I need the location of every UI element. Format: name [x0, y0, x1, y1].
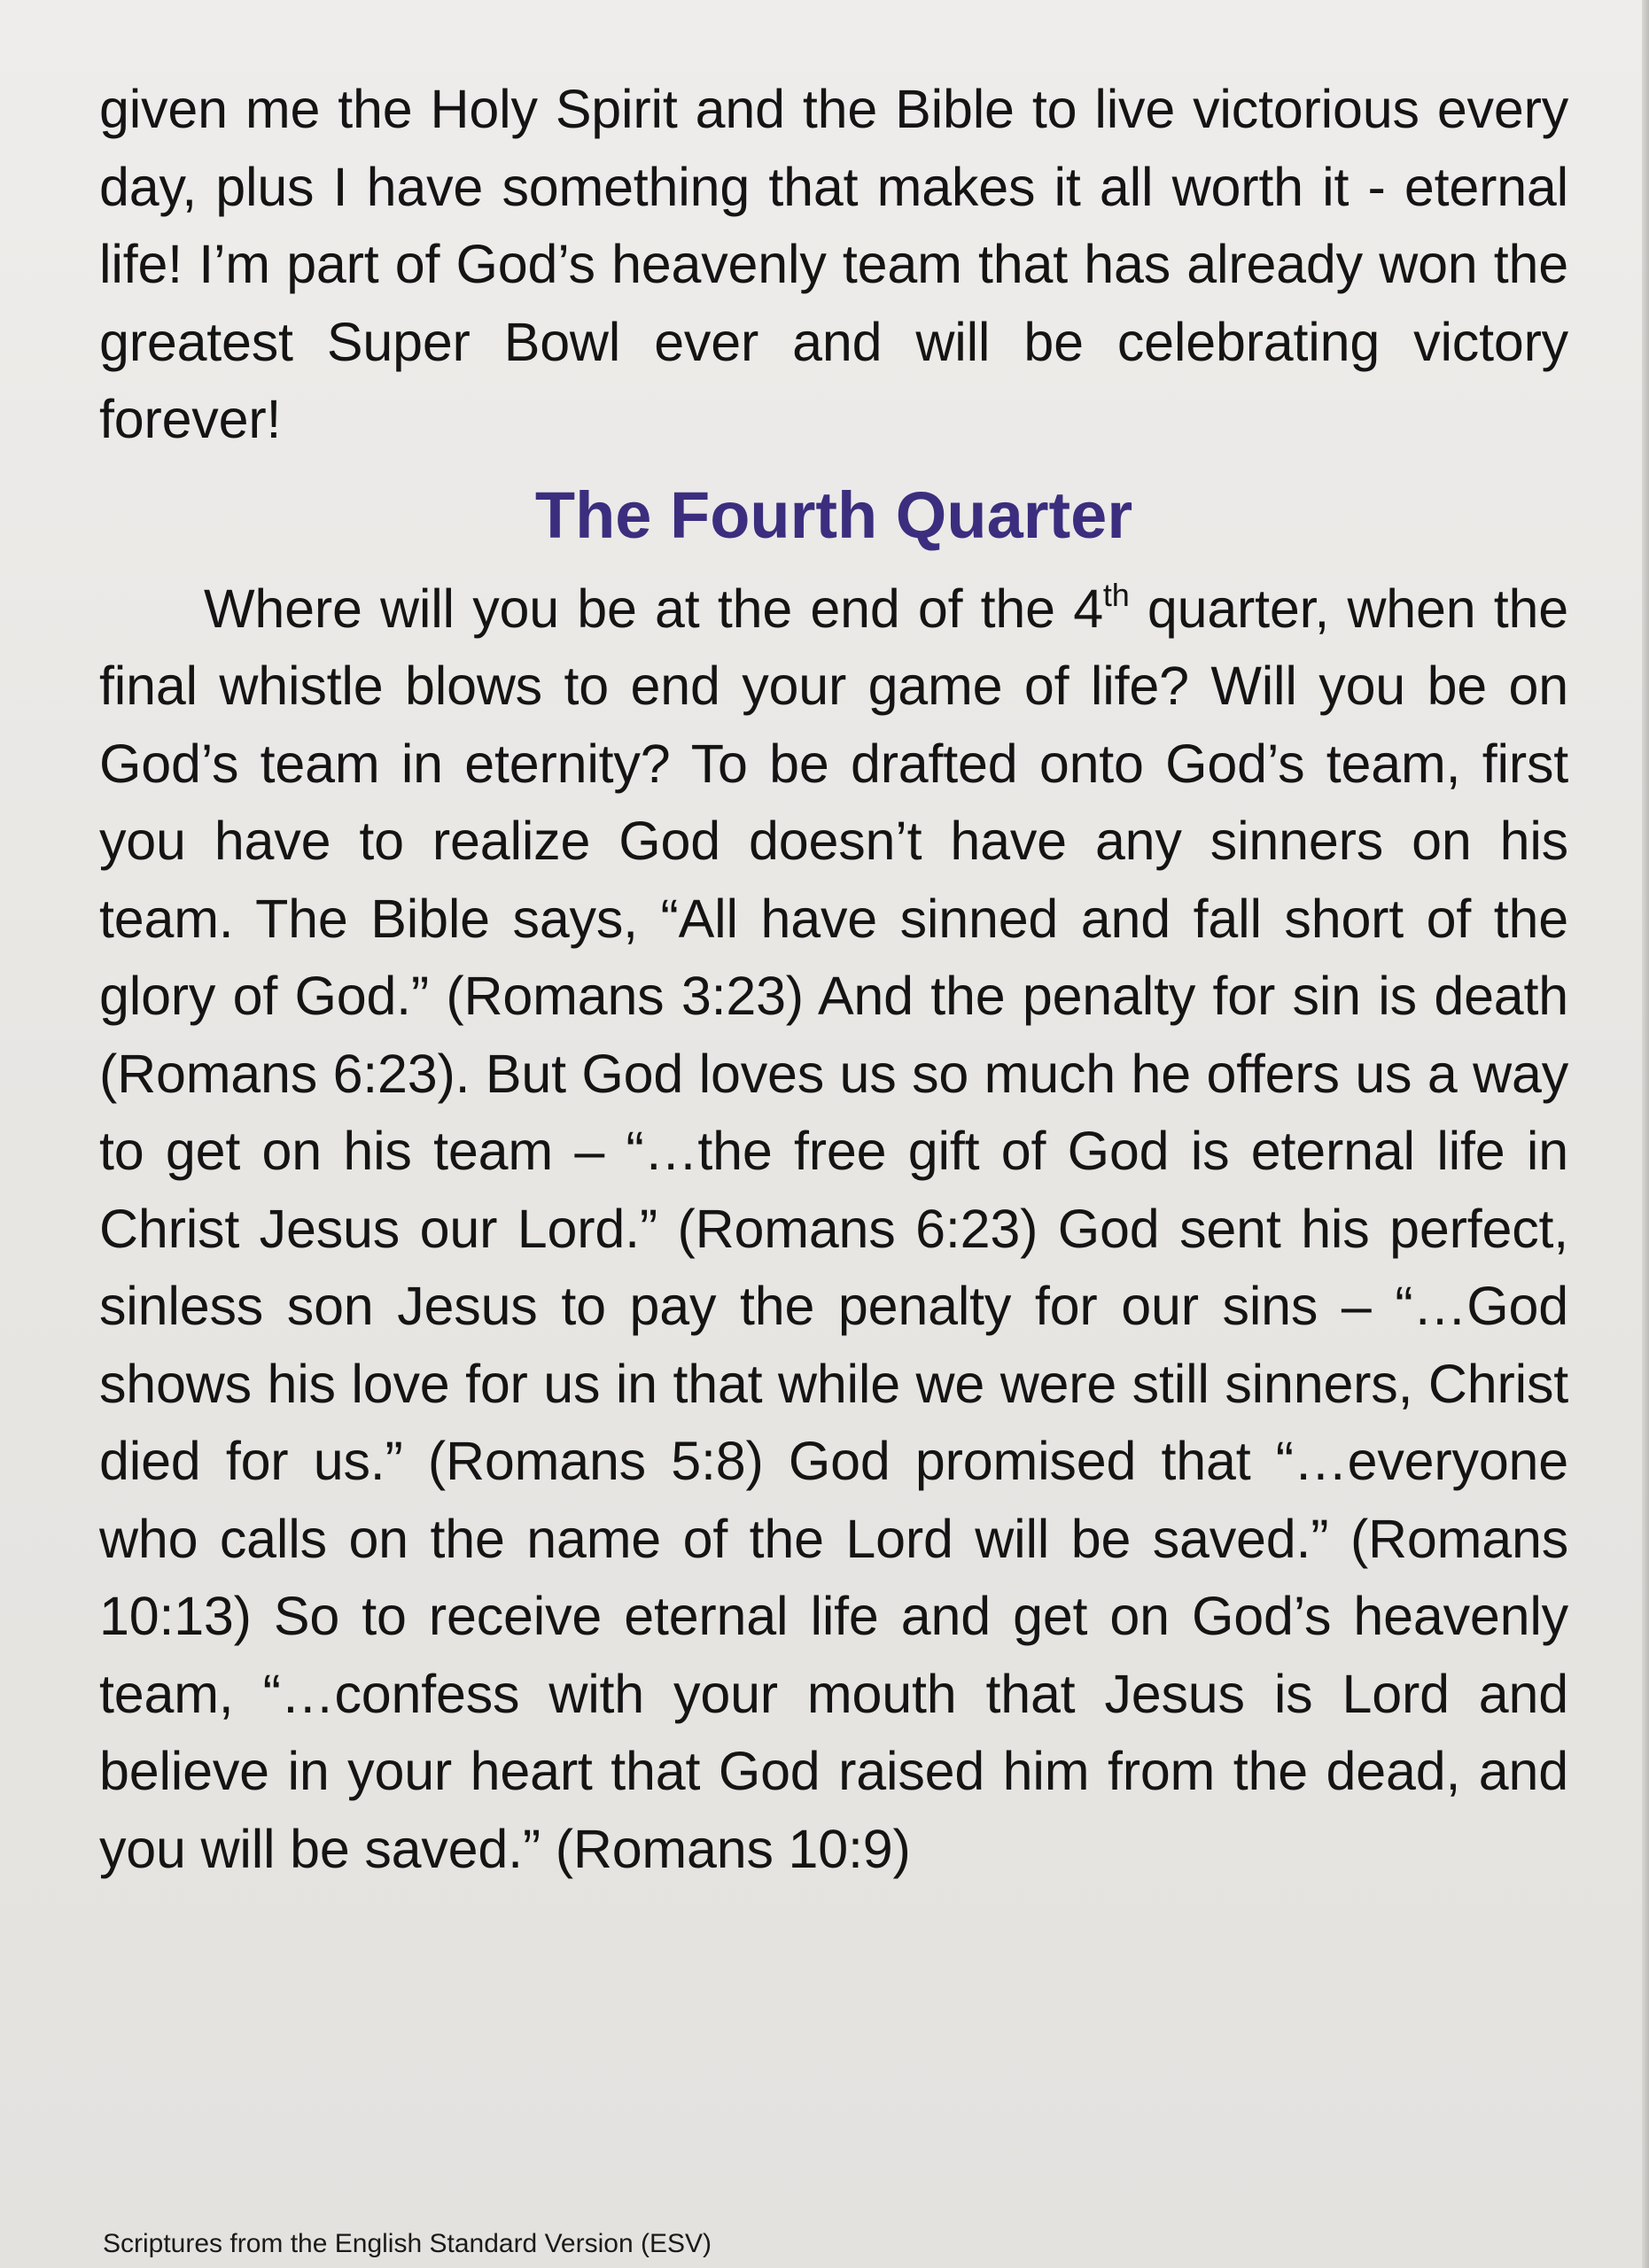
body-text-part1: Where will you be at the end of the 4 — [204, 578, 1103, 639]
body-text-part2: quarter, when the final whistle blows to end your game of life? Will you be on God’s team in eternity? To be drafted onto God’s team, first you have to realize God doesn’t have any sinners on his team. The Bible says, “All have sinned and fall short of the glory of God.” (Romans 3:23) And the penalty for sin is death (Romans 6:23). But God loves us so much he offers us a way to get on his team – “…the free gift of God is eternal life in Christ Jesus our Lord.” (Romans 6:23) God sent his perfect, sinless son Jesus to pay the penalty for our sins – “…God shows his love for us in that while we were still sinners, Christ died for us.” (Romans 5:8) God promised that “…everyone who calls on the name of the Lord will be saved.” (Romans 10:13) So to receive eternal life and get on God’s heavenly team, “…confess with your mouth that Jesus is Lord and believe in your heart that God raised him from the dead, and you will be saved.” (Romans 10:9) — [99, 578, 1568, 1879]
footer-note: Scriptures from the English Standard Version (ESV) — [103, 2229, 712, 2258]
body-paragraph — [99, 571, 1568, 1889]
ordinal-superscript: th — [1102, 576, 1130, 613]
document-content — [99, 71, 1568, 1888]
intro-paragraph: given me the Holy Spirit and the Bible to live victorious every day, plus I have something that makes it all worth it - eternal life! I’m part of God’s heavenly team that has already won the greatest Super Bowl ever and will be celebrating victory forever! — [99, 79, 1568, 449]
section-heading: The Fourth Quarter — [534, 478, 1133, 552]
page-edge — [1642, 0, 1649, 2268]
